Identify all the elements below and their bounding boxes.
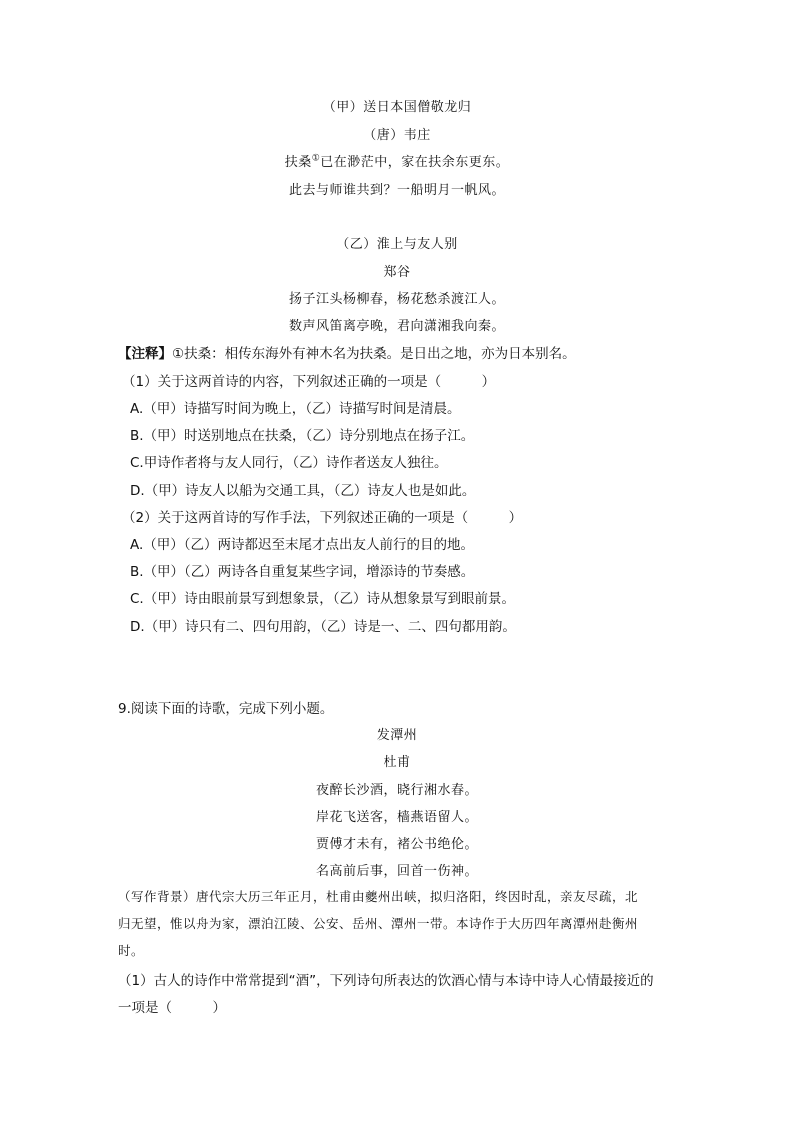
poem-a-author: （唐）韦庄 <box>363 128 431 143</box>
question-1-option-a: A.（甲）诗描写时间为晚上，（乙）诗描写时间是清晨。 <box>130 401 461 417</box>
poem-b-line-1: 扬子江头杨柳春，杨花愁杀渡江人。 <box>288 292 505 307</box>
poem-b-title: （乙）淮上与友人别 <box>336 237 458 252</box>
annotation-label: 【注释】 <box>118 346 172 362</box>
question-9-sub-1-line-1: （1）古人的诗作中常常提到“酒”，下列诗句所表达的饮酒心情与本诗中诗人心情最接近的 <box>118 973 654 989</box>
question-9-sub-1-line-2: 一项是（ ） <box>118 1000 226 1016</box>
poem-b-author: 郑谷 <box>383 265 411 280</box>
footnote-marker: ① <box>311 153 321 164</box>
background-line-1: （写作背景）唐代宗大历三年正月，杜甫由夔州出峡，拟归洛阳，终因时乱，亲友尽疏，北 <box>118 889 639 904</box>
poem-b-line-2: 数声风笛离亭晚，君向潇湘我向秦。 <box>288 319 505 334</box>
question-9-poem-line-2: 岸花飞送客，樯燕语留人。 <box>315 810 478 825</box>
poem-a-title: （甲）送日本国僧敬龙归 <box>322 100 472 115</box>
question-2-option-b: B.（甲）（乙）两诗各自重复某些字词，增添诗的节奏感。 <box>130 564 475 580</box>
background-line-3: 时。 <box>118 943 145 958</box>
question-2-stem: （2）关于这两首诗的写作手法，下列叙述正确的一项是（ ） <box>122 510 523 526</box>
question-9-poem-line-3: 贾傅才未有，褚公书绝伦。 <box>315 837 478 852</box>
poem-a-line-1-pre: 扶桑 <box>284 155 312 170</box>
background-line-2: 归无望，惟以舟为家，漂泊江陵、公安、岳州、潭州一带。本诗作于大历四年离潭州赴衡州 <box>118 916 639 931</box>
question-9-poem-line-1: 夜醉长沙酒，晓行湘水春。 <box>315 783 478 798</box>
question-9-poem-line-4: 名高前后事，回首一伤神。 <box>315 864 478 879</box>
question-1-stem: （1）关于这两首诗的内容，下列叙述正确的一项是（ ） <box>122 374 496 390</box>
annotation-text: ①扶桑：相传东海外有神木名为扶桑。是日出之地，亦为日本别名。 <box>172 346 576 362</box>
question-9-heading: 9.阅读下面的诗歌，完成下列小题。 <box>118 701 334 717</box>
poem-a-line-1 <box>0 151 794 170</box>
question-1-option-d: D.（甲）诗友人以船为交通工具，（乙）诗友人也是如此。 <box>130 483 476 499</box>
annotation <box>118 342 576 362</box>
question-9-poem-author: 杜甫 <box>383 755 411 770</box>
question-2-option-d: D.（甲）诗只有二、四句用韵，（乙）诗是一、二、四句都用韵。 <box>130 619 516 635</box>
poem-a-line-1-post: 已在渺茫中，家在扶余东更东。 <box>320 155 510 170</box>
poem-a-line-2: 此去与师谁共到？一船明月一帆风。 <box>288 183 505 198</box>
question-2-option-c: C.（甲）诗由眼前景写到想象景，（乙）诗从想象景写到眼前景。 <box>130 591 515 607</box>
question-2-option-a: A.（甲）（乙）两诗都迟至末尾才点出友人前行的目的地。 <box>130 537 475 553</box>
question-1-option-c: C.甲诗作者将与友人同行，（乙）诗作者送友人独往。 <box>130 455 448 471</box>
question-9-poem-title: 发潭州 <box>376 728 418 743</box>
question-1-option-b: B.（甲）时送别地点在扶桑，（乙）诗分别地点在扬子江。 <box>130 428 475 444</box>
